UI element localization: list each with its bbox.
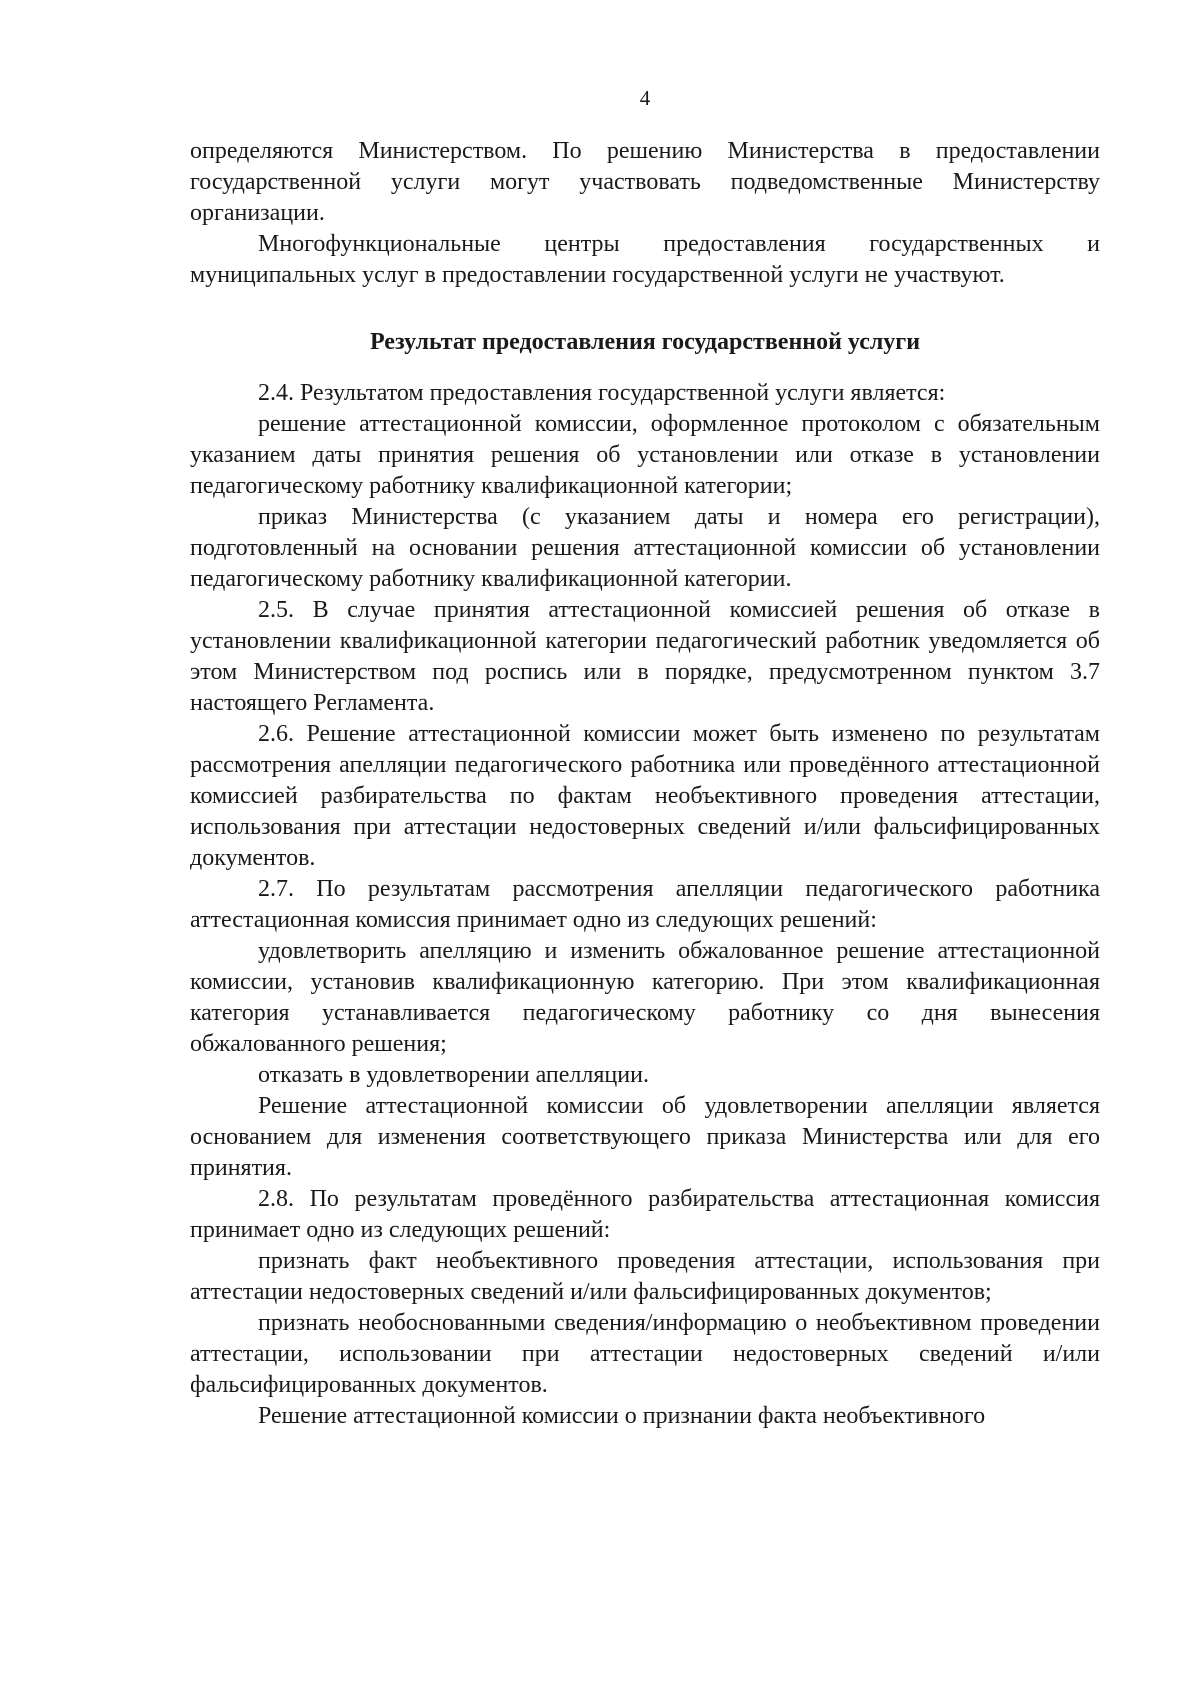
- page-number: 4: [639, 86, 651, 110]
- paragraph: признать необоснованными сведения/информацию о необъективном проведении аттестации, использовании при аттестации недостоверных сведений и/или фальсифицированных документов.: [190, 1310, 1100, 1398]
- paragraph: 2.6. Решение аттестационной комиссии может быть изменено по результатам рассмотрения апелляции педагогического работника или проведённого аттестационной комиссией разбирательства по фактам необъективного проведения аттестации, использования при аттестации недостоверных сведений и/или фальсифицированных документов.: [190, 721, 1100, 871]
- paragraph: определяются Министерством. По решению Министерства в предоставлении государственной услуги могут участвовать подведомственные Министерству организации.: [190, 138, 1100, 226]
- paragraph: 2.8. По результатам проведённого разбирательства аттестационная комиссия принимает одно из следующих решений:: [190, 1186, 1100, 1243]
- paragraph: 2.4. Результатом предоставления государственной услуги является:: [258, 380, 946, 406]
- paragraph: признать факт необъективного проведения аттестации, использования при аттестации недостоверных сведений и/или фальсифицированных документов;: [190, 1248, 1100, 1305]
- intro-section: [190, 136, 1100, 291]
- paragraph: удовлетворить апелляцию и изменить обжалованное решение аттестационной комиссии, установив квалификационную категорию. При этом квалификационная категория устанавливается педагогическому работнику со дня вынесения обжалованного решения;: [190, 938, 1100, 1057]
- paragraph: приказ Министерства (с указанием даты и номера его регистрации), подготовленный на основании решения аттестационной комиссии об установлении педагогическому работнику квалификационной категории.: [190, 504, 1100, 592]
- paragraph: 2.7. По результатам рассмотрения апелляции педагогического работника аттестационная комиссия принимает одно из следующих решений:: [190, 876, 1100, 933]
- paragraph: Решение аттестационной комиссии об удовлетворении апелляции является основанием для изменения соответствующего приказа Министерства или для его принятия.: [190, 1093, 1100, 1181]
- result-section: [190, 378, 1100, 1432]
- section-heading: Результат предоставления государственной услуги: [369, 329, 921, 355]
- paragraph: 2.5. В случае принятия аттестационной комиссией решения об отказе в установлении квалификационной категории педагогический работник уведомляется об этом Министерством под роспись или в порядке, предусмотренном пунктом 3.7 настоящего Регламента.: [190, 597, 1100, 716]
- paragraph: отказать в удовлетворении апелляции.: [258, 1062, 649, 1088]
- paragraph: решение аттестационной комиссии, оформленное протоколом с обязательным указанием даты принятия решения об установлении или отказе в установлении педагогическому работнику квалификационной категории;: [190, 411, 1100, 499]
- paragraph: Решение аттестационной комиссии о признании факта необъективного: [258, 1403, 986, 1429]
- paragraph: Многофункциональные центры предоставления государственных и муниципальных услуг в предоставлении государственной услуги не участвуют.: [190, 231, 1100, 288]
- document-body: [190, 136, 1100, 1432]
